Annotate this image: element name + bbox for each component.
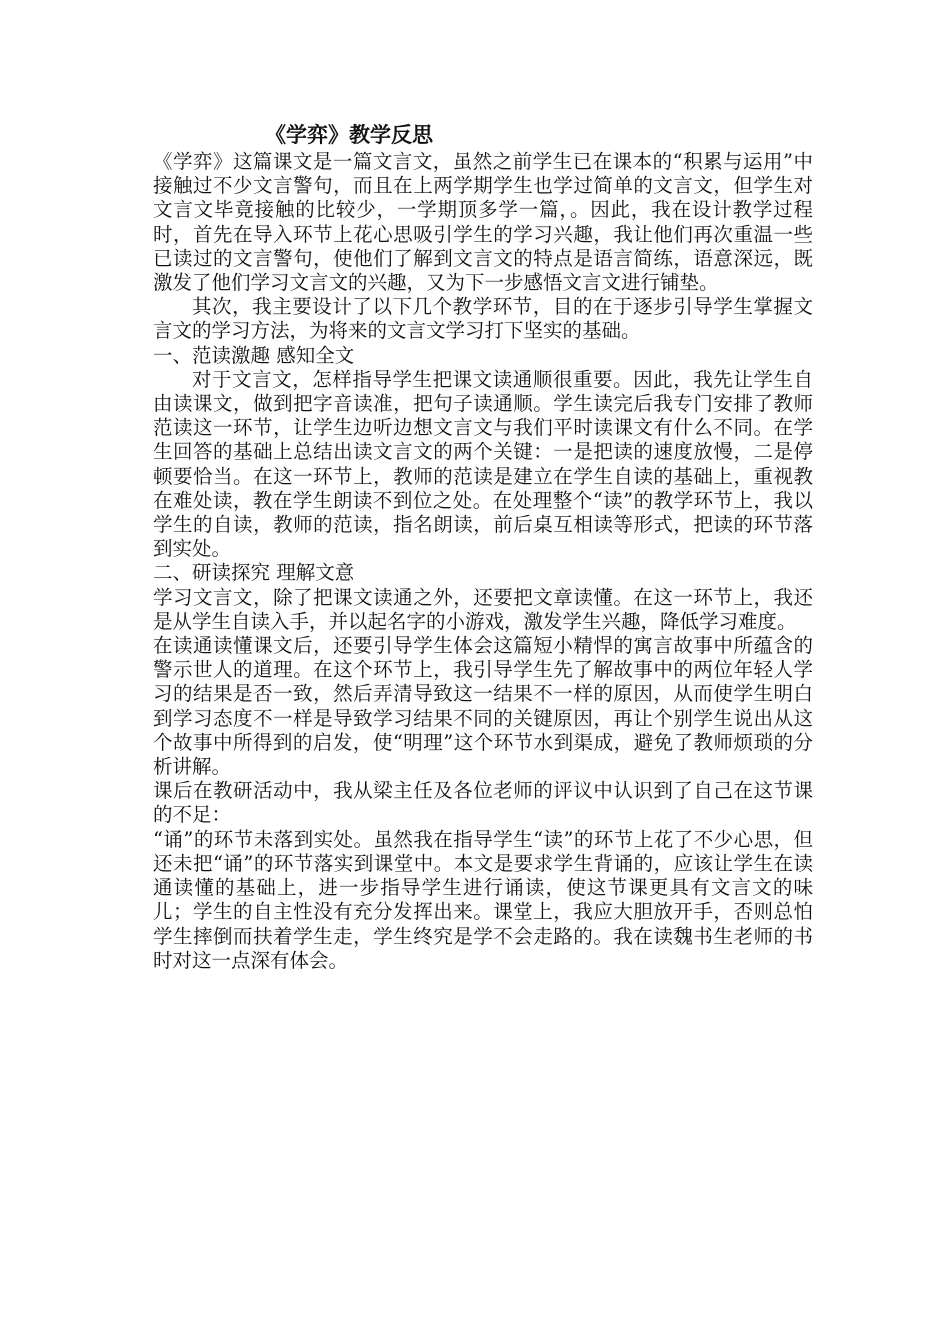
- reflection-body: “诵”的环节未落到实处。虽然我在指导学生“读”的环节上花了不少心思，但还未把“诵”的环节落实到课堂中。本文是要求学生背诵的，应该让学生在读通读懂的基础上，进一步指导学生进行诵读，使这节课更具有文言文的味儿；学生的自主性没有充分发挥出来。课堂上，我应大胆放开手，否则总怕学生摔倒而扶着学生走，学生终究是学不会走路的。我在读魏书生老师的书时对这一点深有体会。: [153, 827, 813, 972]
- section-heading-2: 二、研读探究 理解文意: [153, 561, 355, 585]
- document-title: 《学弈》教学反思: [265, 123, 433, 147]
- second-paragraph: 其次，我主要设计了以下几个教学环节，目的在于逐步引导学生掌握文言文的学习方法，为将来的文言文学习打下坚实的基础。: [153, 295, 813, 343]
- intro-paragraph: 《学弈》这篇课文是一篇文言文，虽然之前学生已在课本的“积累与运用”中接触过不少文言警句，而且在上两学期学生也学过简单的文言文，但学生对文言文毕竟接触的比较少，一学期顶多学一篇，。因此，我在设计教学过程时，首先在导入环节上花心思吸引学生的学习兴趣，我让他们再次重温一些已读过的文言警句，使他们了解到文言文的特点是语言简练，语意深远，既激发了他们学习文言文的兴趣，又为下一步感悟文言文进行铺垫。: [153, 150, 813, 295]
- section-1-body: 对于文言文，怎样指导学生把课文读通顺很重要。因此，我先让学生自由读课文，做到把字音读准，把句子读通顺。学生读完后我专门安排了教师范读这一环节，让学生边听边想文言文与我们平时读课文有什么不同。在学生回答的基础上总结出读文言文的两个关键：一是把读的速度放慢，二是停顿要恰当。在这一环节上，教师的范读是建立在学生自读的基础上，重视教在难处读，教在学生朗读不到位之处。在处理整个“读”的教学环节上，我以学生的自读，教师的范读，指名朗读，前后桌互相读等形式，把读的环节落到实处。: [153, 367, 813, 561]
- document-body: [153, 120, 813, 973]
- section-2-body-1: 学习文言文，除了把课文读通之外，还要把文章读懂。在这一环节上，我还是从学生自读入手，并以起名字的小游戏，激发学生兴趣，降低学习难度。: [153, 585, 813, 633]
- reflection-intro: 课后在教研活动中，我从梁主任及各位老师的评议中认识到了自己在这节课的不足：: [153, 779, 813, 827]
- section-heading-1: 一、范读激趣 感知全文: [153, 343, 355, 367]
- section-2-body-2: 在读通读懂课文后，还要引导学生体会这篇短小精悍的寓言故事中所蕴含的警示世人的道理。在这个环节上，我引导学生先了解故事中的两位年轻人学习的结果是否一致，然后弄清导致这一结果不一样的原因，从而使学生明白到学习态度不一样是导致学习结果不同的关键原因，再让个别学生说出从这个故事中所得到的启发，使“明理”这个环节水到渠成，避免了教师烦琐的分析讲解。: [153, 634, 813, 779]
